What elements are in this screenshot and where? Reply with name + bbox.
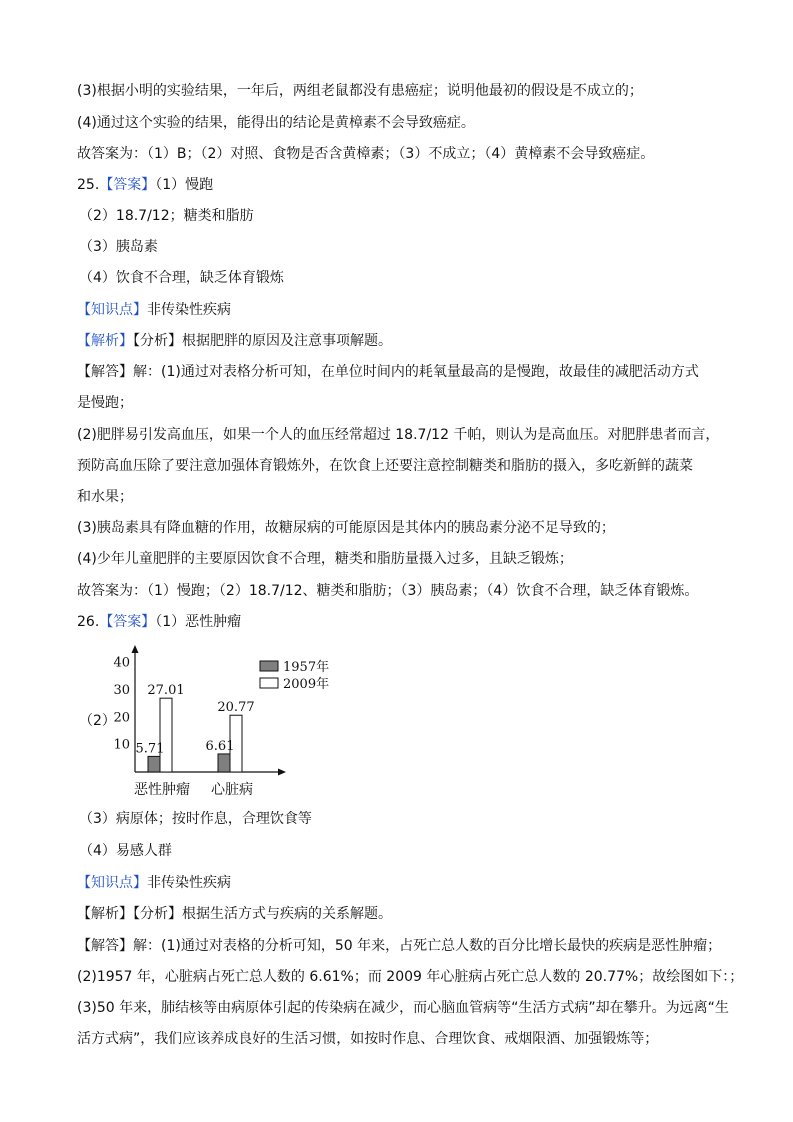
solution-line	[77, 937, 721, 955]
y-axis-arrow	[132, 645, 139, 653]
text-line: 故答案为：（1）B；（2）对照、食物是否含黄樟素；（3）不成立；（4）黄樟素不会导致癌症。	[77, 146, 655, 162]
x-tick-label: 心脏病	[211, 782, 253, 798]
solution-text: 解：(1)通过对表格的分析可知，50 年来，占死亡总人数的百分比增长最快的疾病是恶性肿瘤；	[133, 938, 722, 954]
text-line: （3）病原体；按时作息，合理饮食等	[79, 811, 312, 827]
text-line: 预防高血压除了要注意加强体育锻炼外，在饮食上还要注意控制糖类和脂肪的摄入，多吃新鲜的蔬菜	[77, 458, 693, 474]
legend-swatch	[260, 661, 278, 671]
knowledge-point	[77, 301, 231, 319]
text-line: （2）18.7/12；糖类和脂肪	[79, 208, 254, 224]
y-tick-label: 40	[113, 655, 130, 671]
question-25-answer-header	[77, 176, 213, 194]
answer-tag: 【答案】	[99, 177, 156, 193]
x-axis-arrow	[278, 769, 286, 776]
knowledge-tag: 【知识点】	[77, 302, 147, 318]
analysis-tag: 【解析】	[77, 333, 133, 349]
answer-text: （1）慢跑	[155, 177, 214, 193]
text-line: （3）胰岛素	[79, 239, 158, 255]
bar	[218, 754, 230, 772]
question-26-answer-header	[77, 613, 241, 631]
y-tick-label: 30	[113, 683, 130, 698]
solution-tag: 【解答】	[77, 364, 133, 380]
text-line: (2)肥胖易引发高血压，如果一个人的血压经常超过 18.7/12 千帕，则认为是高血压。对肥胖患者而言，	[77, 427, 720, 443]
knowledge-text: 非传染性疾病	[147, 302, 231, 318]
text-line: (3)根据小明的实验结果，一年后，两组老鼠都没有患癌症；说明他最初的假设是不成立的；	[77, 83, 643, 99]
text-line: (2)1957 年，心脏病占死亡总人数的 6.61%；而 2009 年心脏病占死亡总人数的 20.77%；故绘图如下：；	[77, 969, 744, 985]
data-label: 20.77	[217, 700, 255, 716]
data-label: 27.01	[147, 683, 185, 699]
chart-item-label: （2）	[79, 713, 116, 729]
legend	[260, 659, 329, 692]
knowledge-point	[77, 874, 231, 892]
text-line: 是慢跑；	[77, 395, 133, 411]
answer-text: （1）恶性肿瘤	[155, 614, 242, 630]
knowledge-tag: 【知识点】	[77, 875, 147, 891]
category-labels	[134, 781, 253, 798]
knowledge-text: 非传染性疾病	[147, 875, 231, 891]
text-line: 故答案为：（1）慢跑；（2）18.7/12、糖类和脂肪；（3）胰岛素；（4）饮食不合理，缺乏体育锻炼。	[77, 583, 699, 599]
legend-swatch	[260, 678, 278, 688]
legend-label: 2009年	[283, 677, 330, 692]
question-number: 25.	[77, 177, 100, 193]
text-line: (4)通过这个实验的结果，能得出的结论是黄樟素不会导致癌症。	[77, 115, 475, 131]
question-number: 26.	[77, 614, 100, 630]
solution-text: 解：(1)通过对表格分析可知，在单位时间内的耗氧量最高的是慢跑，故最佳的减肥活动方式	[133, 364, 699, 380]
y-tick-label: 10	[113, 737, 130, 753]
x-tick-label: 恶性肿瘤	[134, 782, 190, 798]
analysis-text: 【分析】根据肥胖的原因及注意事项解题。	[133, 333, 392, 349]
text-line: 活方式病”，我们应该养成良好的生活习惯，如按时作息、合理饮食、戒烟限酒、加强锻炼等；	[77, 1031, 659, 1047]
data-label: 6.61	[205, 738, 235, 754]
answer-tag: 【答案】	[99, 614, 156, 630]
text-line: 【解析】【分析】根据生活方式与疾病的关系解题。	[77, 906, 392, 922]
data-label: 5.71	[135, 741, 165, 757]
text-line: （4）饮食不合理，缺乏体育锻炼	[79, 270, 284, 286]
text-line: (3)胰岛素具有降血糖的作用，故糖尿病的可能原因是其体内的胰岛素分泌不足导致的；	[77, 520, 615, 536]
text-line: (3)50 年来，肺结核等由病原体引起的传染病在减少，而心脑血管病等“生活方式病”却在攀升。为远离“生	[77, 1000, 729, 1016]
text-line: 和水果；	[77, 489, 133, 505]
text-line: （4）易感人群	[79, 843, 172, 859]
legend-label: 1957年	[283, 660, 330, 675]
solution-line	[77, 363, 699, 381]
bar-chart	[80, 645, 340, 805]
y-tick-label: 20	[113, 710, 130, 726]
analysis-line	[77, 332, 392, 350]
y-ticks	[113, 656, 130, 753]
bar	[160, 698, 172, 772]
text-line: (4)少年儿童肥胖的主要原因饮食不合理，糖类和脂肪量摄入过多，且缺乏锻炼；	[77, 551, 573, 567]
bar	[148, 756, 160, 772]
solution-tag: 【解答】	[77, 938, 133, 954]
